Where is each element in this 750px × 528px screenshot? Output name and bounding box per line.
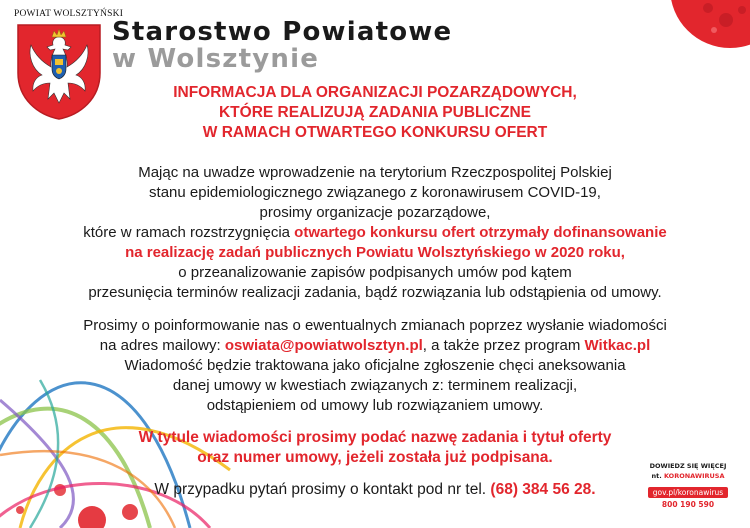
heading-line: KTÓRE REALIZUJĄ ZADANIA PUBLICZNE xyxy=(218,104,531,121)
institution-title: Starostwo Powiatowe xyxy=(112,17,453,47)
highlight-text: otwartego konkursu ofert otrzymały dofinansowanie xyxy=(294,224,667,241)
heading-line: INFORMACJA DLA ORGANIZACJI POZARZĄDOWYCH, xyxy=(173,84,577,101)
body-line: odstąpieniem od umowy lub rozwiązaniem umowy. xyxy=(206,397,544,414)
note-line: oraz numer umowy, jeżeli została już podpisana. xyxy=(197,449,553,466)
body-line: Prosimy o poinformowanie nas o ewentualnych zmianach poprzez wysłanie wiadomości xyxy=(83,317,667,334)
badge-keyword: KORONAWIRUSA xyxy=(663,472,725,480)
contact-text: W przypadku pytań prosimy o kontakt pod nr tel. xyxy=(154,481,491,498)
body-text: na adres mailowy: xyxy=(99,337,225,354)
decorative-blob-top-right xyxy=(630,0,750,60)
body-line: o przeanalizowanie zapisów podpisanych umów pod kątem xyxy=(178,264,572,281)
contact-phone[interactable]: (68) 384 56 28. xyxy=(490,481,596,498)
crest-label: POWIAT WOLSZTYŃSKI xyxy=(14,9,124,19)
badge-prefix: nt. xyxy=(651,472,664,480)
body-text: które w ramach rozstrzygnięcia xyxy=(83,224,295,241)
heading-line: W RAMACH OTWARTEGO KONKURSU OFERT xyxy=(202,124,548,141)
body-line: przesunięcia terminów realizacji zadania, bądź rozwiązania lub odstąpienia od umowy. xyxy=(88,284,662,301)
highlight-line: na realizację zadań publicznych Powiatu Wolsztyńskiego w 2020 roku, xyxy=(125,244,625,261)
badge-phone[interactable]: 800 190 590 xyxy=(661,500,715,509)
body-line xyxy=(0,223,750,243)
body-line: stanu epidemiologicznego związanego z koronawirusem COVID-19, xyxy=(149,184,601,201)
badge-heading: DOWIEDZ SIĘ WIĘCEJ xyxy=(649,462,727,470)
badge-subheading xyxy=(638,472,738,480)
note-line: W tytule wiadomości prosimy podać nazwę zadania i tytuł oferty xyxy=(138,429,612,446)
body-line xyxy=(0,336,750,356)
body-line: danej umowy w kwestiach związanych z: terminem realizacji, xyxy=(172,377,578,394)
body-text: , a także przez program xyxy=(422,337,585,354)
program-link[interactable]: Witkac.pl xyxy=(584,337,651,354)
announcement-body xyxy=(0,163,750,500)
announcement-heading xyxy=(0,83,750,143)
email-link[interactable]: oswiata@powiatwolsztyn.pl xyxy=(224,337,423,354)
body-line: prosimy organizacje pozarządowe, xyxy=(259,204,491,221)
badge-link[interactable]: gov.pl/koronawirus xyxy=(648,487,728,498)
body-line: Wiadomość będzie traktowana jako oficjalne zgłoszenie chęci aneksowania xyxy=(124,357,626,374)
institution-subtitle: w Wolsztynie xyxy=(112,44,320,74)
body-line: Mając na uwadze wprowadzenie na terytorium Rzeczpospolitej Polskiej xyxy=(138,164,612,181)
coronavirus-info-badge xyxy=(638,462,738,509)
